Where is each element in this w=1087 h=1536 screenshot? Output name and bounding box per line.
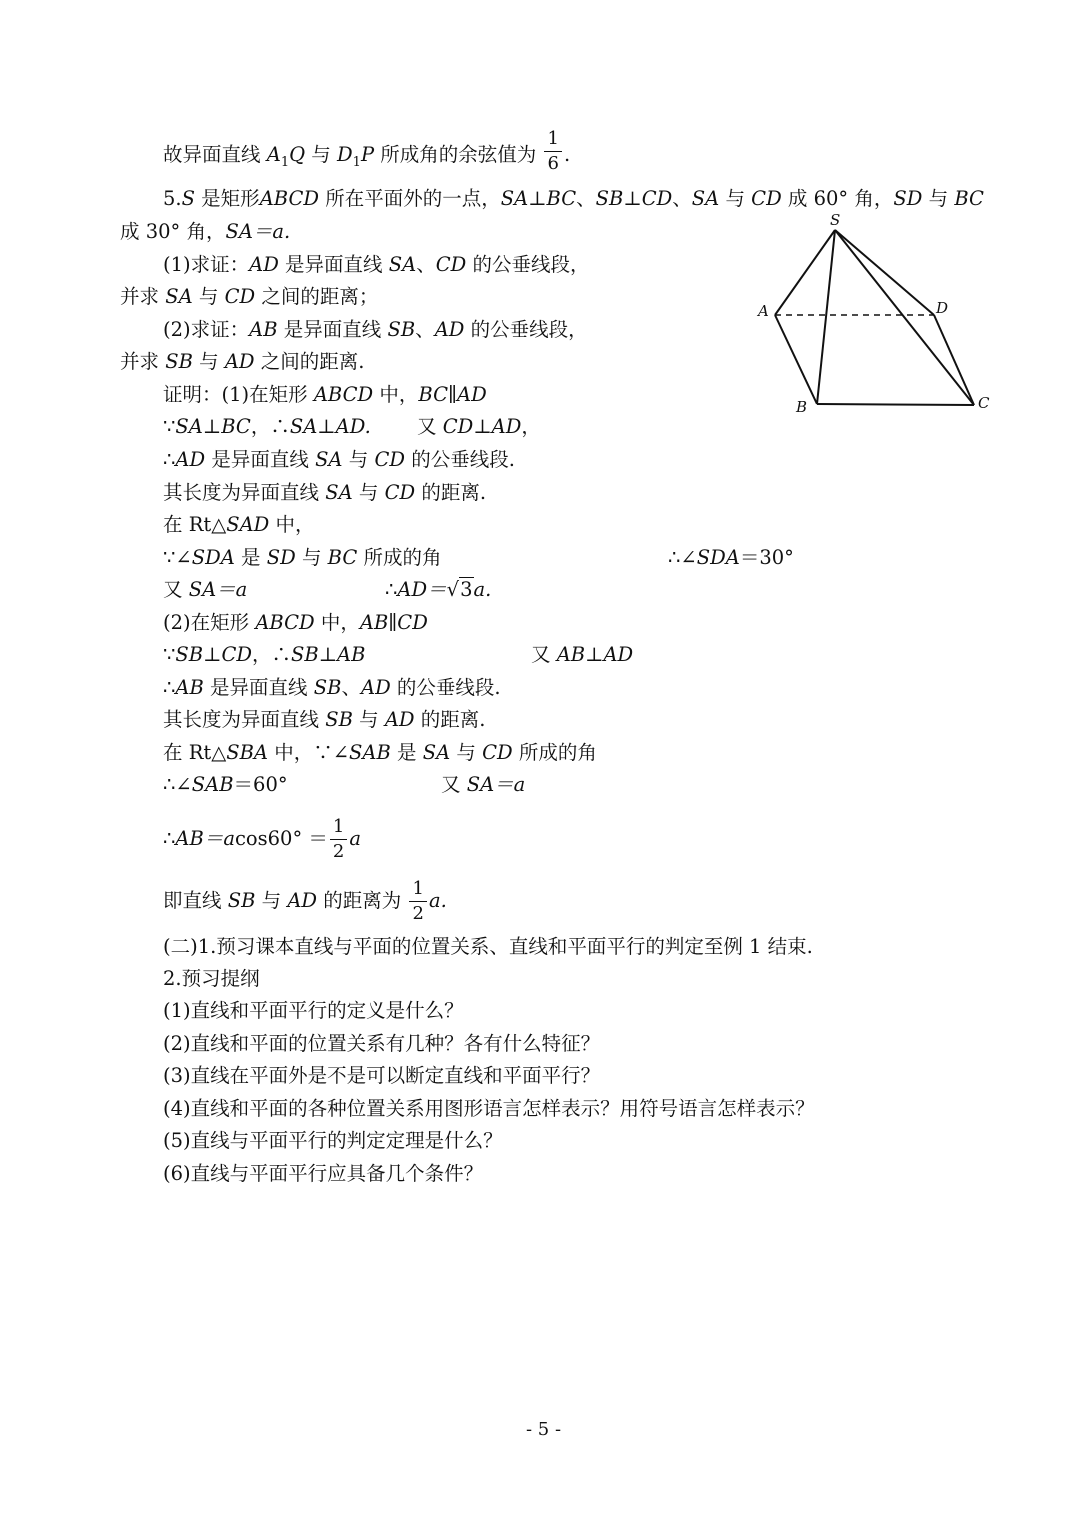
fraction-1-2: $\frac{1}{2}$ (409, 880, 426, 923)
label-c: C (978, 394, 990, 412)
edge-sa (775, 230, 835, 315)
edge-bc (817, 404, 974, 405)
outline-item: (3)直线在平面外是不是可以断定直线和平面平行？ (163, 1064, 601, 1087)
problem-5-line-2: 成 30° 角，SA＝a. (120, 220, 291, 243)
page-number: - 5 - (525, 1419, 562, 1440)
proof-line-12: 在 Rt△SBA 中，∵∠SAB 是 SA 与 CD 所成的角 (163, 741, 597, 764)
proof-line-7: 又 SA＝a ∴AD＝√3a. (163, 578, 492, 601)
proof-line-10: ∴AB 是异面直线 SB、AD 的公垂线段. (163, 676, 501, 699)
text: 与 (311, 143, 331, 166)
a1q: $A_1Q$ (266, 143, 306, 170)
edge-sb (817, 230, 835, 404)
proof-line-3: ∴AD 是异面直线 SA 与 CD 的公垂线段. (163, 448, 515, 471)
edge-ab (775, 315, 817, 404)
label-s: S (830, 212, 841, 229)
outline-item: (2)直线和平面的位置关系有几种？各有什么特征？ (163, 1032, 601, 1055)
proof-line-13: ∴∠SAB＝60° 又 SA＝a (163, 773, 526, 796)
preview-line-2: 2.预习提纲 (163, 967, 260, 990)
proof-line-15: 即直线 SB 与 AD 的距离为 $\frac{1}{2}$ a. (163, 878, 447, 924)
problem-5-line-1: 5.S 是矩形ABCD 所在平面外的一点，SA⊥BC、SB⊥CD、SA 与 CD 成 60° 角，SD 与 BC (163, 187, 984, 210)
proof-line-14: ∴AB＝acos60° ＝ $\frac{1}{2}$ a (163, 816, 361, 862)
conclusion-line (163, 128, 571, 177)
outline-item: (4)直线和平面的各种位置关系用图形语言怎样表示？用符号语言怎样表示？ (163, 1097, 815, 1120)
outline-item: (5)直线与平面平行的判定定理是什么？ (163, 1129, 503, 1152)
fraction-1-6: $\frac{1}{6}$ (544, 130, 561, 173)
proof-line-5: 在 Rt△SAD 中， (163, 513, 315, 536)
proof-line-9: ∵SB⊥CD，∴SB⊥AB 又 AB⊥AD (163, 643, 634, 666)
question-1b: 并求 SA 与 CD 之间的距离； (120, 285, 379, 308)
edge-sd (835, 230, 934, 315)
question-2b: 并求 SB 与 AD 之间的距离. (120, 350, 365, 373)
preview-line-1: (二)1.预习课本直线与平面的位置关系、直线和平面平行的判定至例 1 结束. (163, 935, 813, 958)
text: 故异面直线 (163, 143, 261, 166)
proof-line-4: 其长度为异面直线 SA 与 CD 的距离. (163, 481, 487, 504)
pyramid-figure (750, 212, 1000, 422)
text: 所成角的余弦值为 (380, 143, 537, 166)
proof-line-2: ∵SA⊥BC，∴SA⊥AD. 又 CD⊥AD， (163, 415, 541, 438)
d1p: $D_1P$ (337, 143, 375, 170)
label-d: D (936, 299, 949, 317)
proof-line-11: 其长度为异面直线 SB 与 AD 的距离. (163, 708, 486, 731)
label-b: B (796, 398, 808, 416)
sqrt-3: √3 (446, 578, 473, 601)
text: . (563, 143, 571, 166)
proof-line-6: ∵∠SDA 是 SD 与 BC 所成的角 ∴∠SDA＝30° (163, 546, 794, 569)
outline-item: (6)直线与平面平行应具备几个条件？ (163, 1162, 484, 1185)
edge-sc (835, 230, 974, 405)
proof-line-1: 证明：(1)在矩形 ABCD 中，BC∥AD (163, 383, 487, 406)
label-a: A (758, 302, 769, 320)
edge-dc (934, 315, 974, 405)
outline-item: (1)直线和平面平行的定义是什么？ (163, 999, 464, 1022)
fraction-1-2: $\frac{1}{2}$ (330, 818, 347, 861)
question-1: (1)求证：AD 是异面直线 SA、CD 的公垂线段， (163, 253, 590, 276)
question-2: (2)求证：AB 是异面直线 SB、AD 的公垂线段， (163, 318, 588, 341)
proof-line-8: (2)在矩形 ABCD 中，AB∥CD (163, 611, 428, 634)
